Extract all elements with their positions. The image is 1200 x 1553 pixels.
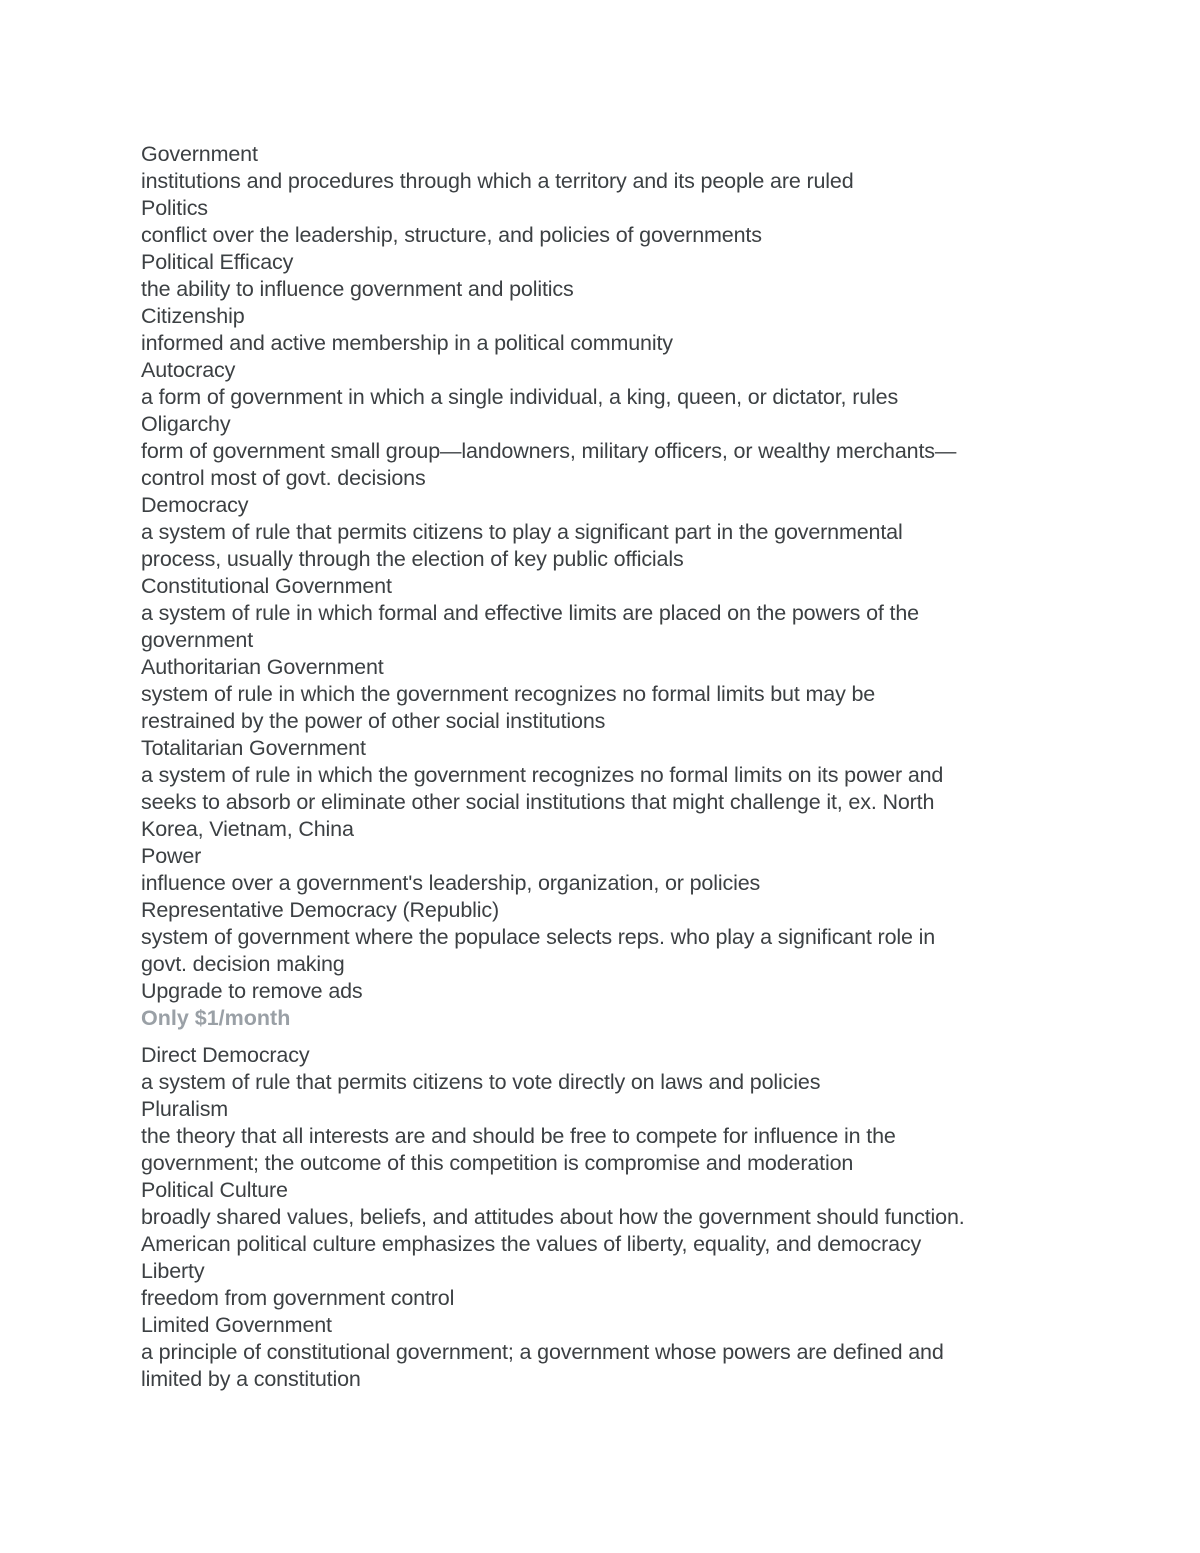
term-definition-line: form of government small group—landowners, military officers, or wealthy merchants— xyxy=(141,439,957,463)
term-heading: Direct Democracy xyxy=(141,1043,310,1067)
term-heading: Political Efficacy xyxy=(141,250,294,274)
term-definition-line: system of government where the populace selects reps. who play a significant role in xyxy=(141,925,936,949)
term-heading: Citizenship xyxy=(141,304,245,328)
term-definition-line: freedom from government control xyxy=(141,1286,455,1310)
glossary-entry xyxy=(141,573,1081,654)
glossary-entry xyxy=(141,411,1081,492)
glossary-entry xyxy=(141,1258,1081,1312)
term-definition-line: American political culture emphasizes the values of liberty, equality, and democracy xyxy=(141,1232,922,1256)
glossary-entry xyxy=(141,843,1081,897)
entries-before-promo xyxy=(141,141,1081,978)
price-link[interactable]: Only $1/month xyxy=(141,1006,291,1030)
term-definition-line: system of rule in which the government recognizes no formal limits but may be xyxy=(141,682,876,706)
term-heading: Democracy xyxy=(141,493,249,517)
term-definition-line: a principle of constitutional government; a government whose powers are defined and xyxy=(141,1340,944,1364)
term-heading: Constitutional Government xyxy=(141,574,392,598)
term-definition-line: conflict over the leadership, structure, and policies of governments xyxy=(141,223,762,247)
term-heading: Power xyxy=(141,844,202,868)
glossary-entry xyxy=(141,1042,1081,1096)
glossary-entry xyxy=(141,735,1081,843)
term-heading: Oligarchy xyxy=(141,412,231,436)
upgrade-text: Upgrade to remove ads xyxy=(141,979,363,1003)
term-definition-line: a system of rule in which the government recognizes no formal limits on its power and xyxy=(141,763,944,787)
glossary-entry xyxy=(141,1312,1081,1393)
term-heading: Liberty xyxy=(141,1259,205,1283)
term-definition-line: a system of rule that permits citizens to vote directly on laws and policies xyxy=(141,1070,821,1094)
glossary-entry xyxy=(141,249,1081,303)
term-heading: Authoritarian Government xyxy=(141,655,384,679)
term-definition-line: seeks to absorb or eliminate other social institutions that might challenge it, ex. North xyxy=(141,790,935,814)
term-definition-line: a form of government in which a single individual, a king, queen, or dictator, rules xyxy=(141,385,899,409)
term-heading: Limited Government xyxy=(141,1313,332,1337)
term-definition-line: process, usually through the election of key public officials xyxy=(141,547,684,571)
glossary-entry xyxy=(141,492,1081,573)
term-definition-line: Korea, Vietnam, China xyxy=(141,817,354,841)
upgrade-promo xyxy=(141,978,1081,1032)
term-definition-line: a system of rule in which formal and effective limits are placed on the powers of the xyxy=(141,601,919,625)
glossary-entry xyxy=(141,1096,1081,1177)
term-definition-line: influence over a government's leadership, organization, or policies xyxy=(141,871,761,895)
document-body xyxy=(141,141,1081,1393)
glossary-entry xyxy=(141,897,1081,978)
term-definition-line: informed and active membership in a political community xyxy=(141,331,673,355)
term-heading: Government xyxy=(141,142,258,166)
glossary-entry xyxy=(141,357,1081,411)
term-definition-line: control most of govt. decisions xyxy=(141,466,426,490)
term-definition-line: govt. decision making xyxy=(141,952,345,976)
term-heading: Representative Democracy (Republic) xyxy=(141,898,500,922)
term-heading: Politics xyxy=(141,196,208,220)
term-definition-line: broadly shared values, beliefs, and attitudes about how the government should function. xyxy=(141,1205,965,1229)
term-definition-line: government; the outcome of this competition is compromise and moderation xyxy=(141,1151,854,1175)
glossary-entry xyxy=(141,1177,1081,1258)
glossary-entry xyxy=(141,195,1081,249)
term-definition-line: restrained by the power of other social institutions xyxy=(141,709,606,733)
term-definition-line: the ability to influence government and politics xyxy=(141,277,574,301)
glossary-entry xyxy=(141,303,1081,357)
term-heading: Political Culture xyxy=(141,1178,288,1202)
term-definition-line: institutions and procedures through which a territory and its people are ruled xyxy=(141,169,854,193)
term-heading: Pluralism xyxy=(141,1097,229,1121)
glossary-entry xyxy=(141,654,1081,735)
term-heading: Totalitarian Government xyxy=(141,736,366,760)
entries-after-promo xyxy=(141,1042,1081,1393)
term-heading: Autocracy xyxy=(141,358,236,382)
term-definition-line: government xyxy=(141,628,254,652)
glossary-entry xyxy=(141,141,1081,195)
term-definition-line: limited by a constitution xyxy=(141,1367,361,1391)
term-definition-line: a system of rule that permits citizens to play a significant part in the governmental xyxy=(141,520,903,544)
term-definition-line: the theory that all interests are and should be free to compete for influence in the xyxy=(141,1124,896,1148)
